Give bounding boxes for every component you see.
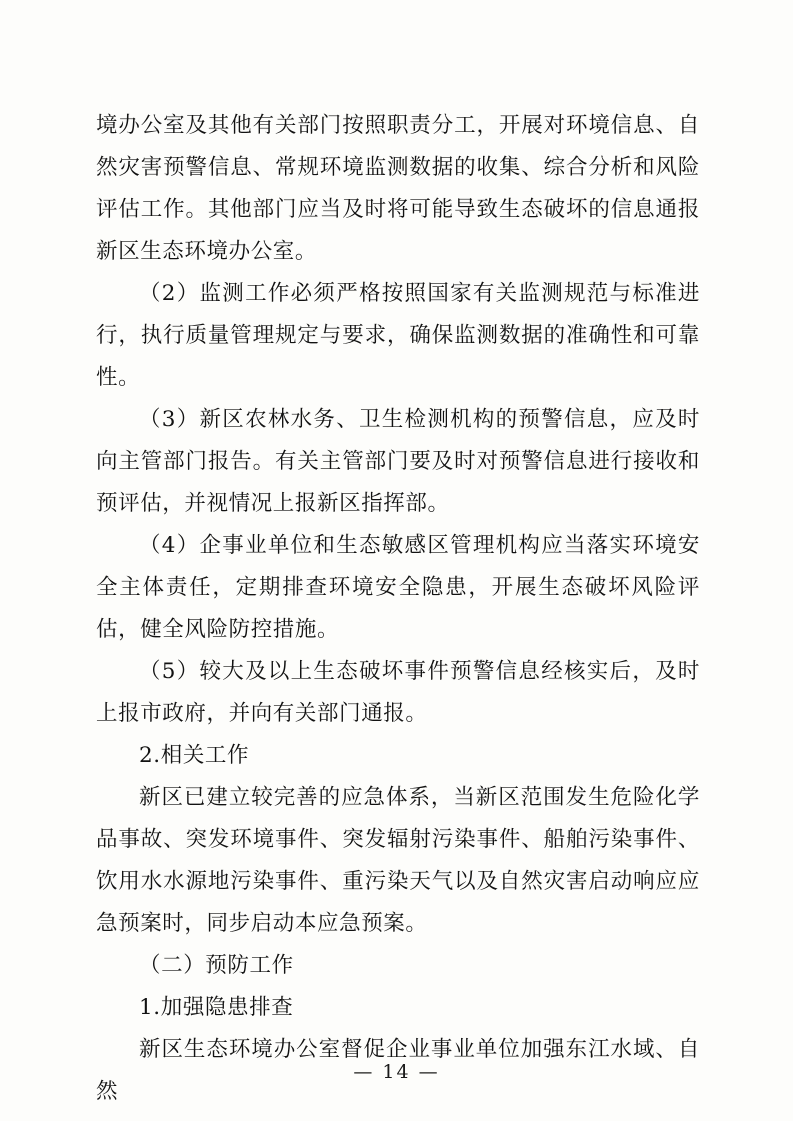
paragraph-item-3: （3）新区农林水务、卫生检测机构的预警信息，应及时向主管部门报告。有关主管部门要及时对预警信息进行接收和预评估，并视情况上报新区指挥部。 xyxy=(96,407,700,516)
heading-related-work: 2.相关工作 xyxy=(139,743,250,768)
page-body-text xyxy=(96,105,700,1113)
paragraph-item-5: （5）较大及以上生态破坏事件预警信息经核实后，及时上报市政府，并向有关部门通报。 xyxy=(96,659,700,726)
page-number: — 14 — xyxy=(353,1061,440,1083)
heading-prevention-work: （二）预防工作 xyxy=(139,953,294,978)
paragraph-continuation: 境办公室及其他有关部门按照职责分工，开展对环境信息、自然灾害预警信息、常规环境监测数据的收集、综合分析和风险评估工作。其他部门应当及时将可能导致生态破坏的信息通报新区生态环境办公室。 xyxy=(96,113,700,264)
paragraph-item-4: （4）企事业单位和生态敏感区管理机构应当落实环境安全主体责任，定期排查环境安全隐患，开展生态破坏风险评估，健全风险防控措施。 xyxy=(96,533,700,642)
paragraph-item-2: （2）监测工作必须严格按照国家有关监测规范与标准进行，执行质量管理规定与要求，确保监测数据的准确性和可靠性。 xyxy=(96,281,700,390)
paragraph-hazard-investigation-body: 新区生态环境办公室督促企业事业单位加强东江水域、自然 xyxy=(96,1037,700,1104)
heading-hazard-investigation: 1.加强隐患排查 xyxy=(139,995,294,1020)
paragraph-related-work-body: 新区已建立较完善的应急体系，当新区范围发生危险化学品事故、突发环境事件、突发辐射污染事件、船舶污染事件、饮用水水源地污染事件、重污染天气以及自然灾害启动响应应急预案时，同步启动本应急预案。 xyxy=(96,785,700,936)
